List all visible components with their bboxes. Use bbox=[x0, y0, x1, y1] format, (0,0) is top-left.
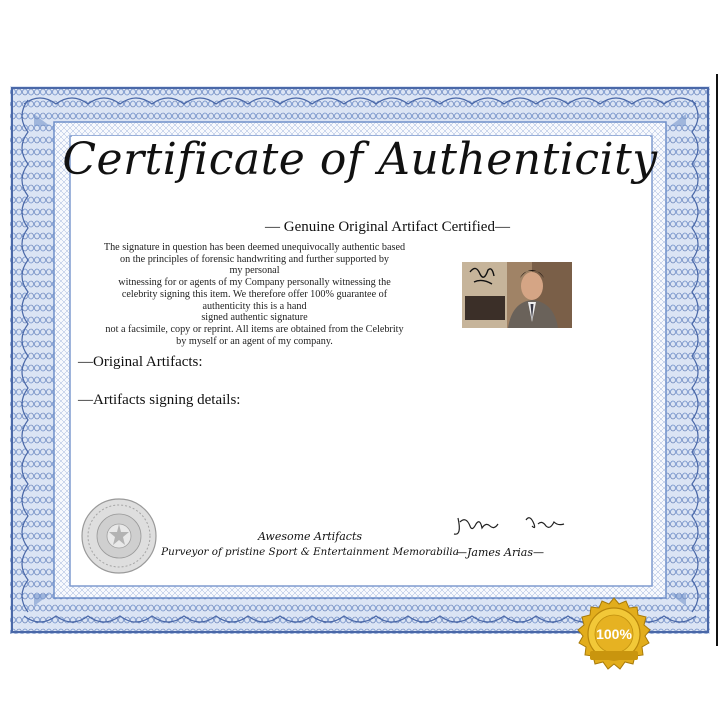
handwritten-signature bbox=[450, 512, 580, 540]
authenticity-statement bbox=[82, 242, 427, 347]
certificate-title: Certificate of Authenticity bbox=[62, 134, 658, 185]
statement-line: on the principles of forensic handwriting and further supported by bbox=[119, 253, 390, 265]
statement-line: The signature in question has been deemed unequivocally authentic based bbox=[103, 242, 406, 253]
signer-name: —James Arias— bbox=[456, 546, 544, 559]
company-name: Awesome Artifacts bbox=[257, 530, 363, 543]
signed-photo bbox=[462, 262, 572, 328]
company-tagline: Purveyor of pristine Sport & Entertainment Memorabilia bbox=[161, 546, 459, 558]
certificate bbox=[10, 86, 710, 642]
statement-line: by myself or an agent of my company. bbox=[176, 335, 333, 347]
statement-line: my personal bbox=[229, 265, 280, 277]
statement-line: celebrity signing this item. We therefore offer 100% guarantee of bbox=[121, 288, 388, 300]
silver-seal bbox=[80, 497, 158, 575]
gold-guarantee-seal bbox=[576, 596, 652, 672]
statement-line: not a facsimile, copy or reprint. All items are obtained from the Celebrity bbox=[105, 323, 404, 335]
page-edge-line bbox=[716, 74, 718, 646]
statement-line: signed authentic signature bbox=[201, 312, 308, 324]
signing-details-label: —Artifacts signing details: bbox=[78, 392, 241, 408]
statement-line: authenticity this is a hand bbox=[202, 300, 307, 312]
original-artifacts-label: —Original Artifacts: bbox=[78, 354, 203, 370]
gold-seal-percentage: 100% bbox=[596, 626, 632, 642]
certificate-subtitle: — Genuine Original Artifact Certified— bbox=[265, 219, 510, 235]
statement-line: witnessing for or agents of my Company personally witnessing the bbox=[118, 277, 391, 289]
